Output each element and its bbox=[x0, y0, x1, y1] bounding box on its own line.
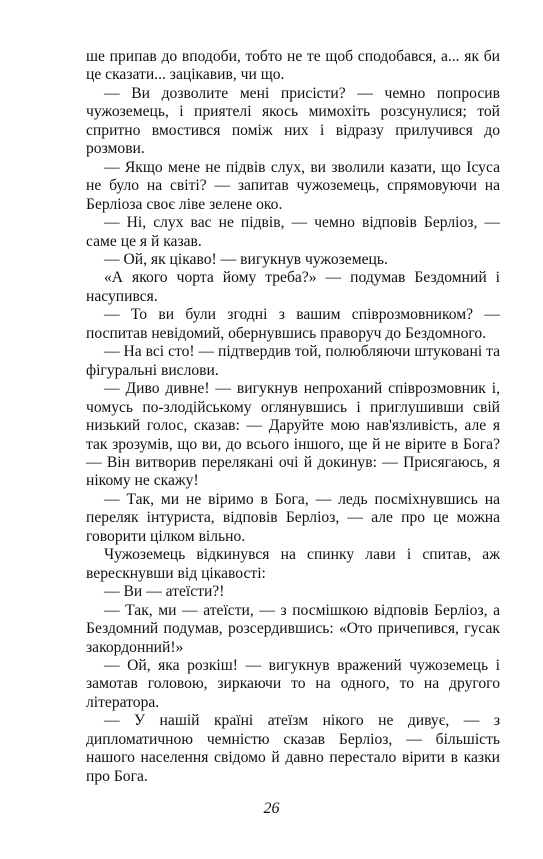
paragraph: «А якого чорта йому треба?» — подумав Бездомний і насупився. bbox=[86, 269, 500, 305]
page-body bbox=[86, 48, 500, 786]
paragraph: — Диво дивне! — вигукнув непроханий співрозмовник і, чомусь по-злодійському оглянувшись і приглушивши свій низький голос, сказав: — Даруйте мою нав'язливість, але я так зрозумів, що ви, до всього іншого, ще й не вірите в Бога? — Він витворив перелякані очі й докинув: — Присягаюсь, я нікому не скажу! bbox=[86, 380, 500, 490]
paragraph: — На всі сто! — підтвердив той, полюбляючи штуковані та фігуральні вислови. bbox=[86, 343, 500, 379]
paragraph-continuation: ше припав до вподоби, тобто не те щоб сподобався, а... як би це сказати... зацікавив, чи що. bbox=[86, 48, 500, 84]
paragraph: Чужоземець відкинувся на спинку лави і спитав, аж верескнувши від цікавості: bbox=[86, 546, 500, 582]
page-number: 26 bbox=[263, 800, 280, 817]
paragraph: — Так, ми — атеїсти, — з посмішкою відповів Берліоз, а Бездомний подумав, розсердившись: «Ото причепився, гусак закордонний!» bbox=[86, 601, 500, 656]
paragraph: — Ой, як цікаво! — вигукнув чужоземець. bbox=[104, 250, 388, 268]
paragraph: — То ви були згодні з вашим співрозмовником? — поспитав невідомий, обернувшись праворуч до Бездомного. bbox=[86, 306, 500, 342]
paragraph: — У нашій країні атеїзм нікого не дивує, — з дипломатичною чемністю сказав Берліоз, — більшість нашого населення свідомо й давно перестало вірити в казки про Бога. bbox=[86, 712, 500, 785]
paragraph: — Так, ми не віримо в Бога, — ледь посміхнувшись на переляк інтуриста, відповів Берліоз, — але про це можна говорити цілком вільно. bbox=[86, 490, 500, 545]
paragraph: — Якщо мене не підвів слух, ви зволили казати, що Ісуса не було на світі? — запитав чужоземець, спрямовуючи на Берліоза своє ліве зелене око. bbox=[86, 158, 500, 213]
paragraph: — Ви — атеїсти?! bbox=[104, 583, 225, 601]
paragraph: — Ой, яка розкіш! — вигукнув вражений чужоземець і замотав головою, зиркаючи то на одного, то на другого літератора. bbox=[86, 656, 500, 711]
paragraph: — Ні, слух вас не підвів, — чемно відповів Берліоз, — саме це я й казав. bbox=[86, 214, 500, 250]
paragraph: — Ви дозволите мені присісти? — чемно попросив чужоземець, і приятелі якось мимохіть розсунулися; той спритно вмостився поміж них і відразу прилучився до розмови. bbox=[86, 84, 500, 158]
